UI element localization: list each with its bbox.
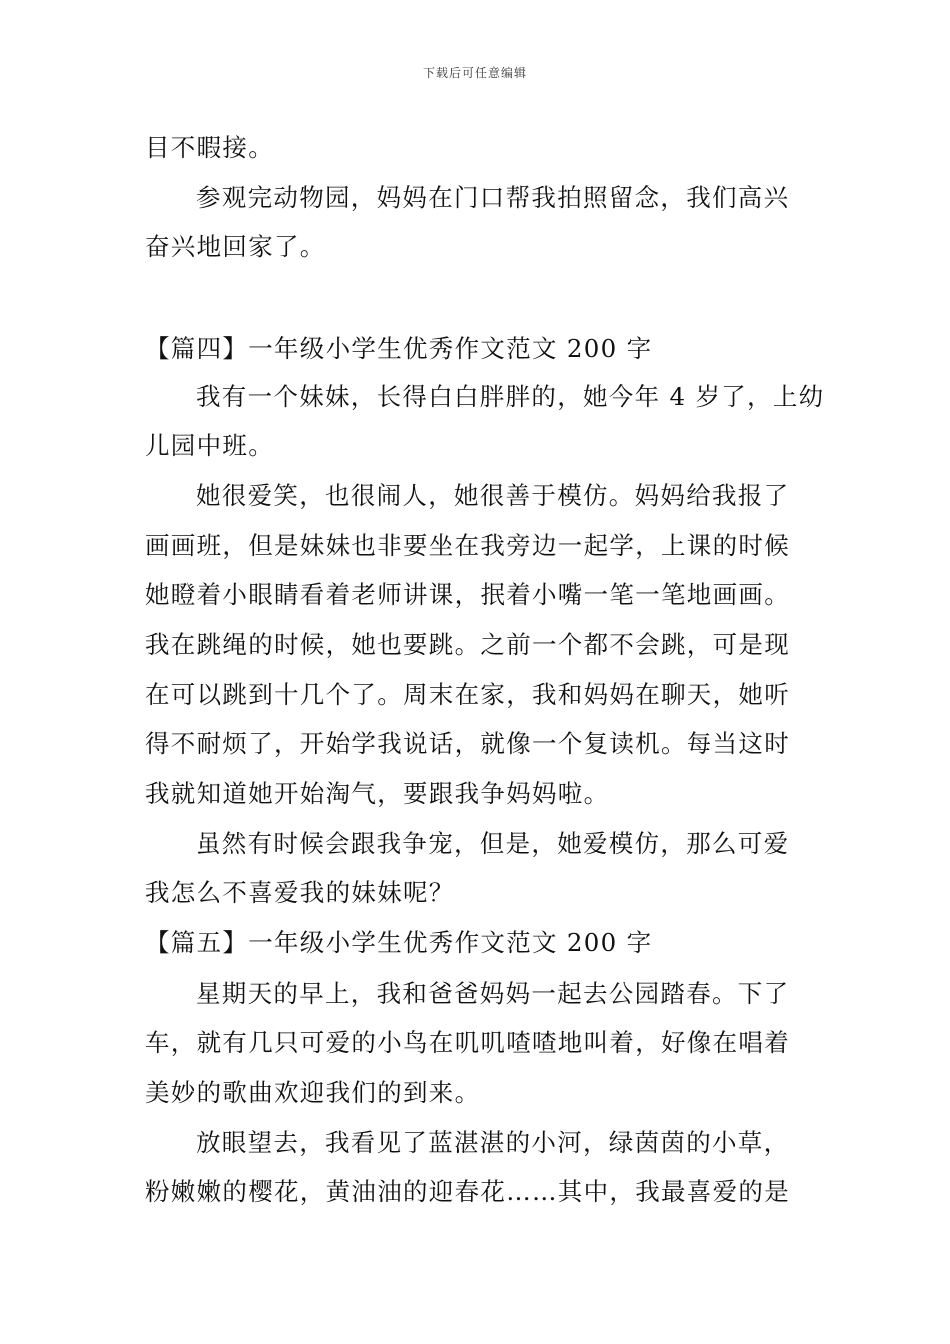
text-line: 我在跳绳的时候，她也要跳。之前一个都不会跳，可是现 [145,630,790,659]
paragraph-start-line: 星期天的早上，我和爸爸妈妈一起去公园踏春。下了 [196,979,790,1008]
section-heading: 【篇五】一年级小学生优秀作文范文 200 字 [145,928,653,957]
paragraph-start-line: 虽然有时候会跟我争宠，但是，她爱模仿，那么可爱 [196,829,790,858]
page-header: 下载后可任意编辑 [422,66,527,80]
text-line: 奋兴地回家了。 [145,232,326,261]
paragraph-start-line: 我有一个妹妹，长得白白胖胖的，她今年 4 岁了，上幼 [196,382,825,411]
paragraph-start-line: 参观完动物园，妈妈在门口帮我拍照留念，我们高兴 [196,183,790,212]
text-line: 她瞪着小眼睛看着老师讲课，抿着小嘴一笔一笔地画画。 [145,580,790,609]
text-line: 粉嫩嫩的樱花，黄油油的迎春花……其中，我最喜爱的是 [145,1177,790,1206]
text-line: 目不暇接。 [145,133,274,162]
text-line: 美妙的歌曲欢迎我们的到来。 [145,1078,481,1107]
text-line: 儿园中班。 [145,431,274,460]
paragraph-start-line: 她很爱笑，也很闹人，她很善于模仿。妈妈给我报了 [196,481,790,510]
text-line: 在可以跳到十几个了。周末在家，我和妈妈在聊天，她听 [145,680,790,709]
section-heading: 【篇四】一年级小学生优秀作文范文 200 字 [145,334,653,363]
text-line: 我怎么不喜爱我的妹妹呢？ [145,878,455,907]
text-line: 得不耐烦了，开始学我说话，就像一个复读机。每当这时 [145,729,790,758]
text-line: 画画班，但是妹妹也非要坐在我旁边一起学，上课的时候 [145,531,790,560]
text-line: 我就知道她开始淘气，要跟我争妈妈啦。 [145,779,610,808]
paragraph-start-line: 放眼望去，我看见了蓝湛湛的小河，绿茵茵的小草， [196,1128,790,1157]
text-line: 车，就有几只可爱的小鸟在叽叽喳喳地叫着，好像在唱着 [145,1028,790,1057]
